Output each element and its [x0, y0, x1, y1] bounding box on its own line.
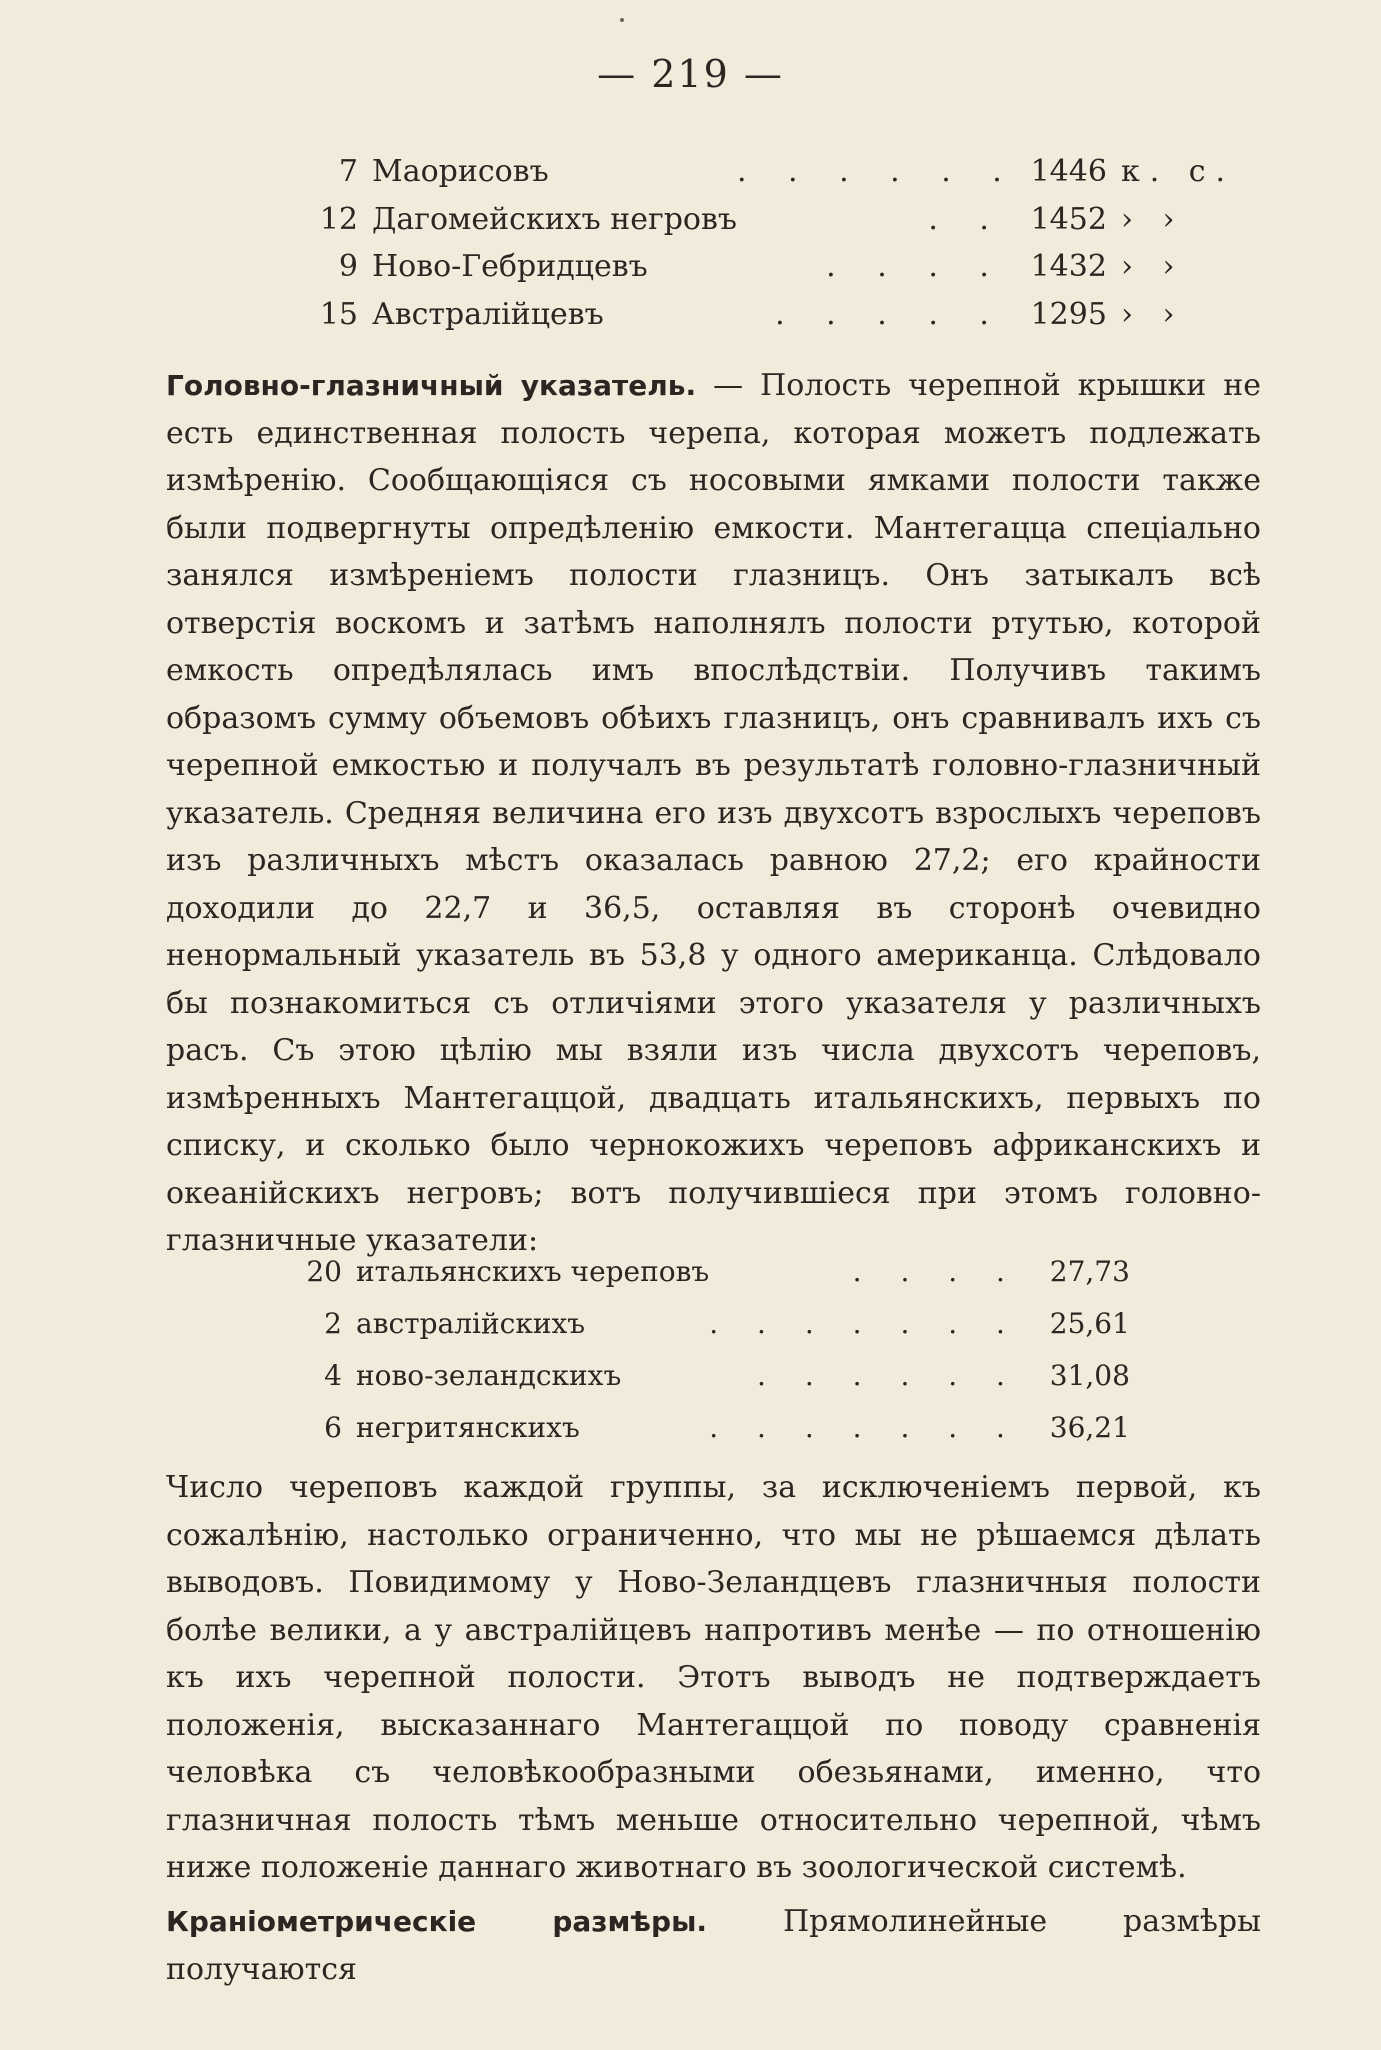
row-label: итальянскихъ череповъ	[356, 1254, 710, 1288]
table-row	[300, 196, 1241, 244]
page-number: — 219 —	[597, 52, 784, 96]
capacity-table	[300, 148, 1241, 338]
table-row	[290, 1401, 1130, 1453]
row-label: Австралійцевъ	[372, 296, 604, 332]
paragraph-conclusion: Число череповъ каждой группы, за исключеніемъ первой, къ сожалѣнію, настолько ограниченно, что мы не рѣшаемся дѣлать выводовъ. Повидимому у Ново-Зеландцевъ глазничныя полости болѣе велики, а у австралійцевъ напротивъ менѣе — по отношенію къ ихъ черепной полости. Этотъ выводъ не подтверждаетъ положенія, высказаннаго Мантегаццой по поводу сравненія человѣка съ человѣкообразными обезьянами, именно, что глазничная полость тѣмъ меньше относительно черепной, чѣмъ ниже положеніе даннаго животнаго въ зоологической системѣ.	[166, 1470, 1261, 1885]
section-heading: Краніометрическіе размѣры.	[166, 1905, 708, 1938]
row-value: 31,08	[1049, 1358, 1130, 1392]
row-leader-dots: . . . . . . .	[709, 1306, 1020, 1340]
row-leader-dots: . . . . . . .	[709, 1410, 1020, 1444]
row-label: Ново-Гебридцевъ	[372, 249, 648, 285]
row-leader-dots: . .	[928, 201, 1005, 237]
table-row	[300, 291, 1241, 339]
row-count: 15	[319, 296, 358, 332]
table-row	[290, 1349, 1130, 1401]
row-count: 4	[324, 1358, 342, 1392]
paragraph-orbital-index	[166, 362, 1261, 1265]
row-label: австралійскихъ	[356, 1306, 586, 1340]
row-value: 1446	[1030, 154, 1107, 190]
row-leader-dots: . . . .	[852, 1254, 1020, 1288]
section-heading: Головно-глазничный указатель.	[166, 369, 697, 402]
row-value: 36,21	[1049, 1410, 1130, 1444]
table-row	[290, 1297, 1130, 1349]
row-count: 6	[324, 1410, 342, 1444]
table-row	[300, 148, 1241, 196]
row-value: 1432	[1030, 249, 1107, 285]
row-unit: › ›	[1120, 201, 1185, 237]
row-count: 12	[319, 201, 358, 237]
row-value: 25,61	[1049, 1306, 1130, 1340]
row-count: 20	[306, 1254, 342, 1288]
row-label: ново-зеландскихъ	[356, 1358, 622, 1392]
row-unit: к. с.	[1120, 154, 1236, 190]
paragraph-craniometric	[166, 1898, 1261, 1993]
row-count: 2	[324, 1306, 342, 1340]
row-unit: › ›	[1120, 296, 1185, 332]
orbital-index-table	[290, 1245, 1130, 1453]
row-leader-dots: . . . . . .	[736, 154, 1018, 190]
table-row	[290, 1245, 1130, 1297]
row-value: 1295	[1030, 296, 1107, 332]
paragraph-text: — Полость черепной крышки не есть единственная полость черепа, которая можетъ подлежать измѣренію. Сообщающіяся съ носовыми ямками полости также были подвергнуты опредѣленію емкости. Мантегацца спеціально занялся измѣреніемъ полости глазницъ. Онъ затыкалъ всѣ отверстія воскомъ и затѣмъ наполнялъ полости ртутью, которой емкость опредѣлялась имъ впослѣдствіи. Получивъ такимъ образомъ сумму объемовъ обѣихъ глазницъ, онъ сравнивалъ ихъ съ черепной емкостью и получалъ въ результатѣ головно-глазничный указатель. Средняя величина его изъ двухсотъ взрослыхъ череповъ изъ различныхъ мѣстъ оказалась равною 27,2; его крайности доходили до 22,7 и 36,5, оставляя въ сторонѣ очевидно ненормальный указатель въ 53,8 у одного американца. Слѣдовало бы познакомиться съ отличіями этого указателя у различныхъ расъ. Съ этою цѣлію мы взяли изъ числа двухсотъ череповъ, измѣренныхъ Мантегаццой, двадцать итальянскихъ, первыхъ по списку, и сколько было чернокожихъ череповъ африканскихъ и океанійскихъ негровъ; вотъ получившіеся при этомъ головно-глазничные указатели:	[166, 368, 1261, 1258]
table-row	[300, 243, 1241, 291]
row-unit: › ›	[1120, 249, 1185, 285]
row-value: 27,73	[1049, 1254, 1130, 1288]
ink-speck	[620, 18, 624, 22]
row-count: 9	[338, 249, 358, 285]
row-label: Маорисовъ	[372, 154, 549, 190]
row-leader-dots: . . . . . .	[757, 1358, 1020, 1392]
paragraph-text: Прямолинейные размѣры получаются	[166, 1904, 1261, 1987]
row-count: 7	[338, 154, 358, 190]
row-leader-dots: . . . .	[826, 249, 1005, 285]
row-value: 1452	[1030, 201, 1107, 237]
row-leader-dots: . . . . .	[775, 296, 1005, 332]
row-label: Дагомейскихъ негровъ	[372, 201, 737, 237]
row-label: негритянскихъ	[356, 1410, 580, 1444]
